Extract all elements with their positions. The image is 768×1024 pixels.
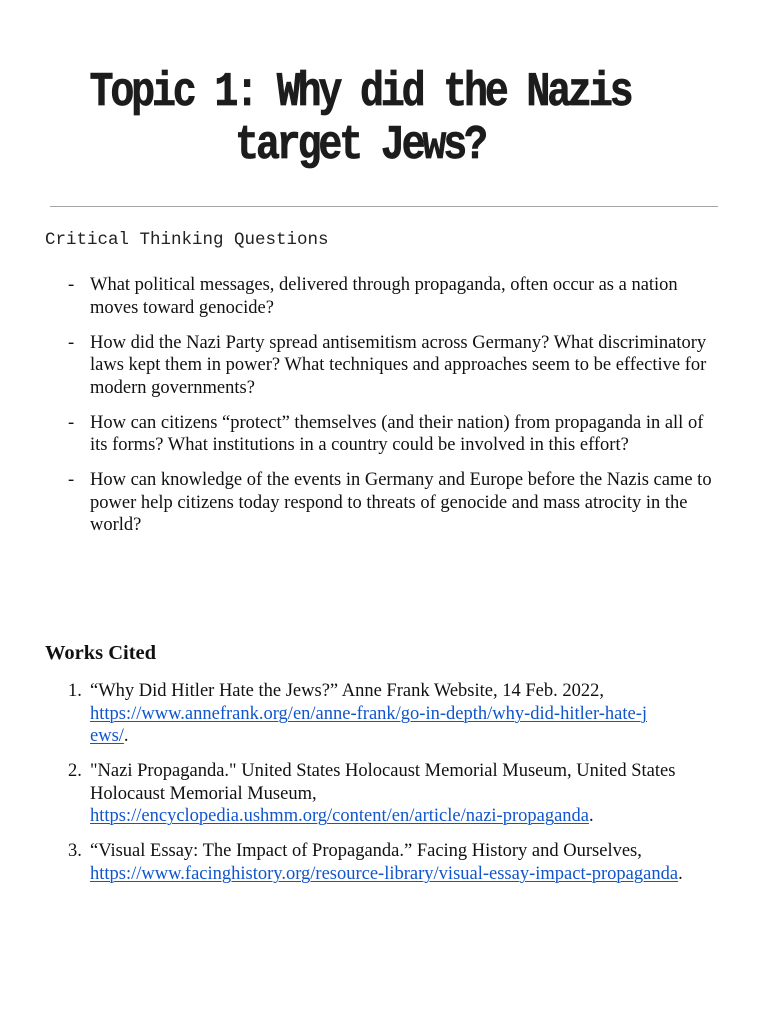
reference-body	[90, 680, 655, 748]
question-list	[68, 274, 718, 549]
reference-end: .	[123, 726, 129, 746]
reference-text: "Nazi Propaganda." United States Holocaust Memorial Museum, United States Holocaust Memorial Museum,	[90, 761, 676, 804]
list-dash: -	[68, 332, 75, 353]
reference-number: 1.	[68, 681, 82, 701]
reference-link[interactable]: https://encyclopedia.ushmm.org/content/en/article/nazi-propaganda	[90, 806, 589, 826]
reference-text: “Why Did Hitler Hate the Jews?” Anne Frank Website, 14 Feb. 2022,	[90, 681, 604, 701]
reference-item	[68, 680, 718, 748]
reference-link[interactable]: https://www.annefrank.org/en/anne-frank/go-in-depth/why-did-hitler-hate-jews/	[90, 703, 648, 746]
document-title: Topic 1: Why did the Nazis target Jews?	[89, 66, 631, 174]
question-text: How did the Nazi Party spread antisemitism across Germany? What discriminatory laws kept them in power? What techniques and approaches seem to be effective for modern governments?	[90, 332, 707, 398]
reference-text: “Visual Essay: The Impact of Propaganda.” Facing History and Ourselves,	[90, 841, 642, 861]
works-cited-heading: Works Cited	[45, 642, 157, 664]
question-text: How can knowledge of the events in Germany and Europe before the Nazis came to power help citizens today respond to threats of genocide and mass atrocity in the world?	[90, 470, 712, 535]
horizontal-rule	[50, 206, 718, 207]
reference-number: 3.	[68, 841, 82, 861]
reference-item	[68, 840, 718, 885]
reference-end: .	[589, 806, 594, 826]
list-dash: -	[68, 275, 75, 295]
reference-link[interactable]: https://www.facinghistory.org/resource-library/visual-essay-impact-propaganda	[90, 863, 679, 884]
list-dash: -	[68, 412, 75, 433]
reference-body	[90, 840, 718, 885]
list-dash: -	[68, 470, 75, 490]
reference-end: .	[678, 863, 683, 884]
critical-thinking-heading: Critical Thinking Questions	[45, 230, 329, 250]
reference-body	[90, 760, 718, 828]
question-item	[68, 274, 718, 319]
question-item	[68, 412, 718, 457]
reference-number: 2.	[68, 761, 82, 781]
question-text: How can citizens “protect” themselves (and their nation) from propaganda in all of its forms? What institutions in a country could be involved in this effort?	[90, 412, 704, 455]
question-item	[68, 332, 718, 400]
question-item	[68, 469, 718, 537]
question-text: What political messages, delivered through propaganda, often occur as a nation moves toward genocide?	[90, 275, 678, 318]
reference-item	[68, 760, 718, 828]
works-cited-list	[68, 680, 718, 898]
